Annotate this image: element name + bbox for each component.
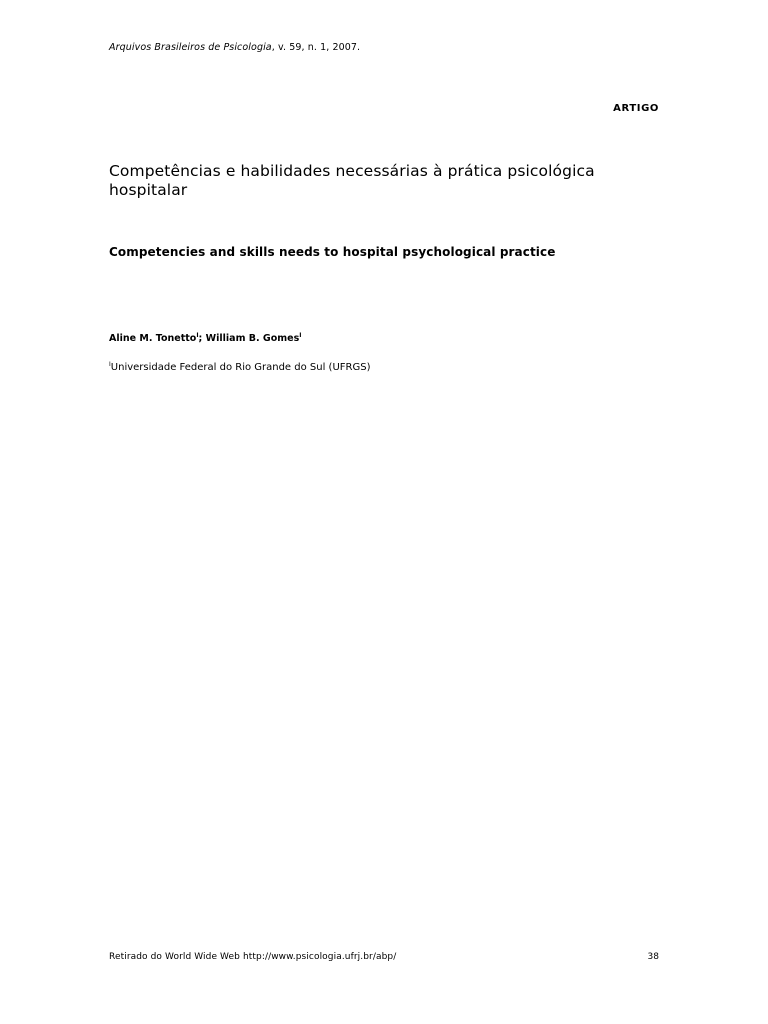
affiliation-marker: I (109, 361, 111, 368)
affiliation-marker: I (299, 332, 302, 339)
author-separator: ; (198, 333, 206, 344)
journal-citation (109, 42, 360, 53)
author-list (109, 333, 302, 344)
journal-name: Arquivos Brasileiros de Psicologia (109, 42, 272, 53)
article-title-english: Competencies and skills needs to hospital psychological practice (109, 245, 556, 259)
author-name: Aline M. Tonetto (109, 333, 197, 344)
author-affiliation (109, 362, 370, 373)
affiliation-text: Universidade Federal do Rio Grande do Sul (UFRGS) (110, 362, 371, 373)
page-number: 38 (647, 952, 659, 962)
journal-volume-info: , v. 59, n. 1, 2007. (271, 42, 361, 53)
article-title-portuguese: Competências e habilidades necessárias à prática psicológica hospitalar (109, 162, 595, 199)
footer-source: Retirado do World Wide Web http://www.psicologia.ufrj.br/abp/ (109, 952, 397, 962)
section-label: ARTIGO (613, 103, 659, 114)
affiliation-marker: I (196, 332, 199, 339)
author-name: William B. Gomes (205, 333, 300, 344)
